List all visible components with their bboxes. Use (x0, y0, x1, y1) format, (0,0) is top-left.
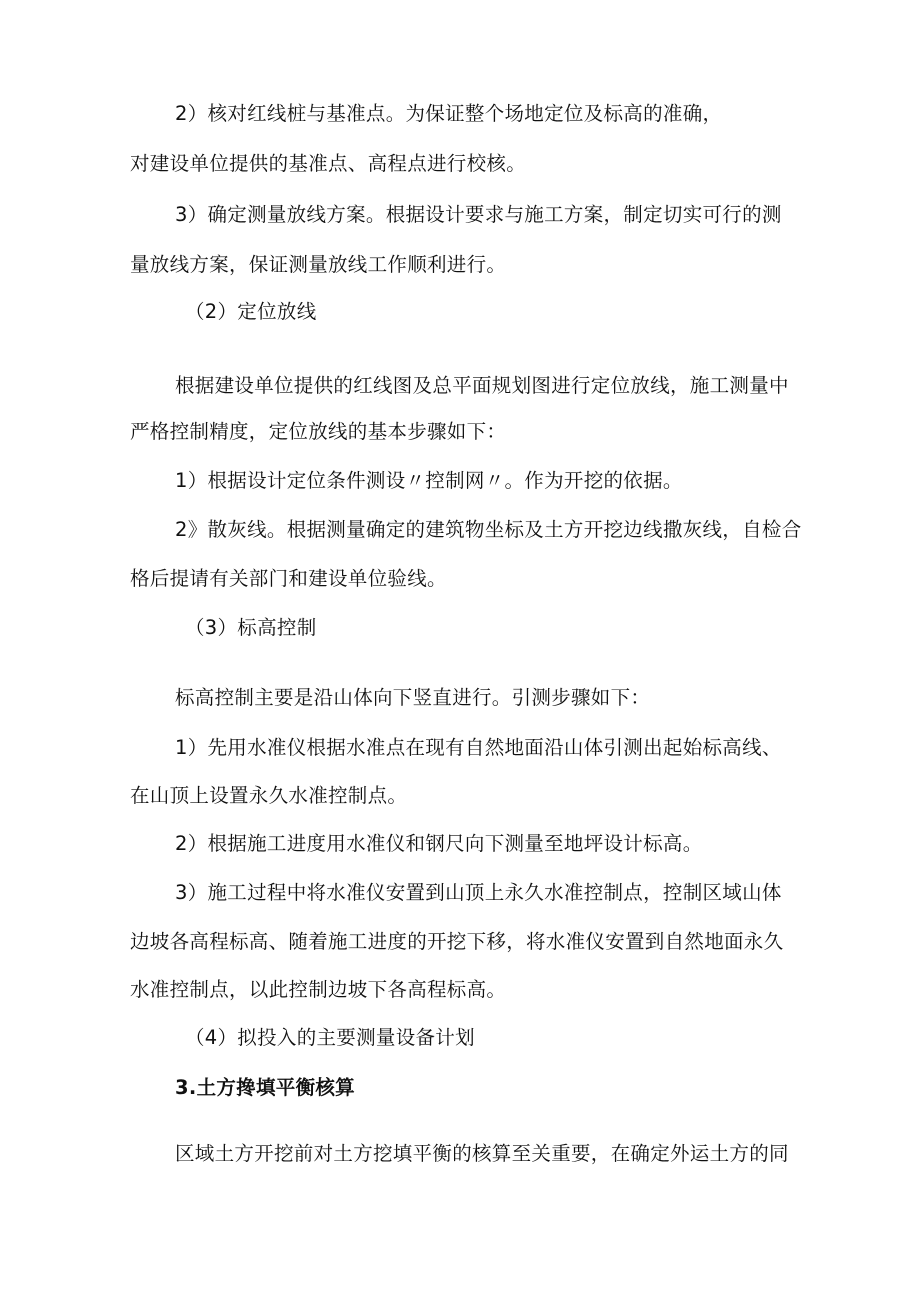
section-heading: （2）定位放线 (185, 300, 317, 323)
paragraph-line: 标高控制主要是沿山体向下竖直进行。引测步骤如下： (175, 686, 651, 709)
paragraph-line: 格后提请有关部门和建设单位验线。 (130, 567, 447, 590)
paragraph-line: 3）施工过程中将水准仪安置到山顶上永久水准控制点，控制区域山体 (175, 881, 782, 904)
paragraph-line: 边坡各高程标高、随着施工进度的开挖下移，将水准仪安置到自然地面永久 (130, 930, 784, 953)
paragraph-line: 水准控制点，以此控制边坡下各高程标高。 (130, 978, 507, 1001)
paragraph-line: 1）根据设计定位条件测设〃控制网〃。作为开挖的依据。 (175, 469, 683, 492)
paragraph-line: 2）根据施工进度用水准仪和钢尺向下测量至地坪设计标高。 (175, 832, 703, 855)
paragraph-line: 严格控制精度，定位放线的基本步骤如下： (130, 420, 507, 443)
paragraph-line: 2）核对红线桩与基准点。为保证整个场地定位及标高的准确， (175, 102, 723, 125)
paragraph-line: 在山顶上设置永久水准控制点。 (130, 784, 408, 807)
section-heading: （3）标高控制 (185, 616, 317, 639)
paragraph-line: 3）确定测量放线方案。根据设计要求与施工方案，制定切实可行的测 (175, 203, 782, 226)
chapter-heading: 3.土方搀填平衡核算 (175, 1076, 355, 1099)
paragraph-line: 2》散灰线。根据测量确定的建筑物坐标及土方开挖边线撒灰线，自检合 (175, 518, 802, 541)
paragraph-line: 1）先用水准仪根据水准点在现有自然地面沿山体引测出起始标高线、 (175, 736, 782, 759)
paragraph-line: 根据建设单位提供的红线图及总平面规划图进行定位放线，施工测量中 (175, 374, 789, 397)
section-heading: （4）拟投入的主要测量设备计划 (185, 1026, 475, 1049)
paragraph-line: 对建设单位提供的基准点、高程点进行校核。 (130, 152, 527, 175)
paragraph-line: 量放线方案，保证测量放线工作顺利进行。 (130, 253, 507, 276)
paragraph-line: 区域土方开挖前对土方挖填平衡的核算至关重要，在确定外运土方的同 (175, 1142, 789, 1165)
